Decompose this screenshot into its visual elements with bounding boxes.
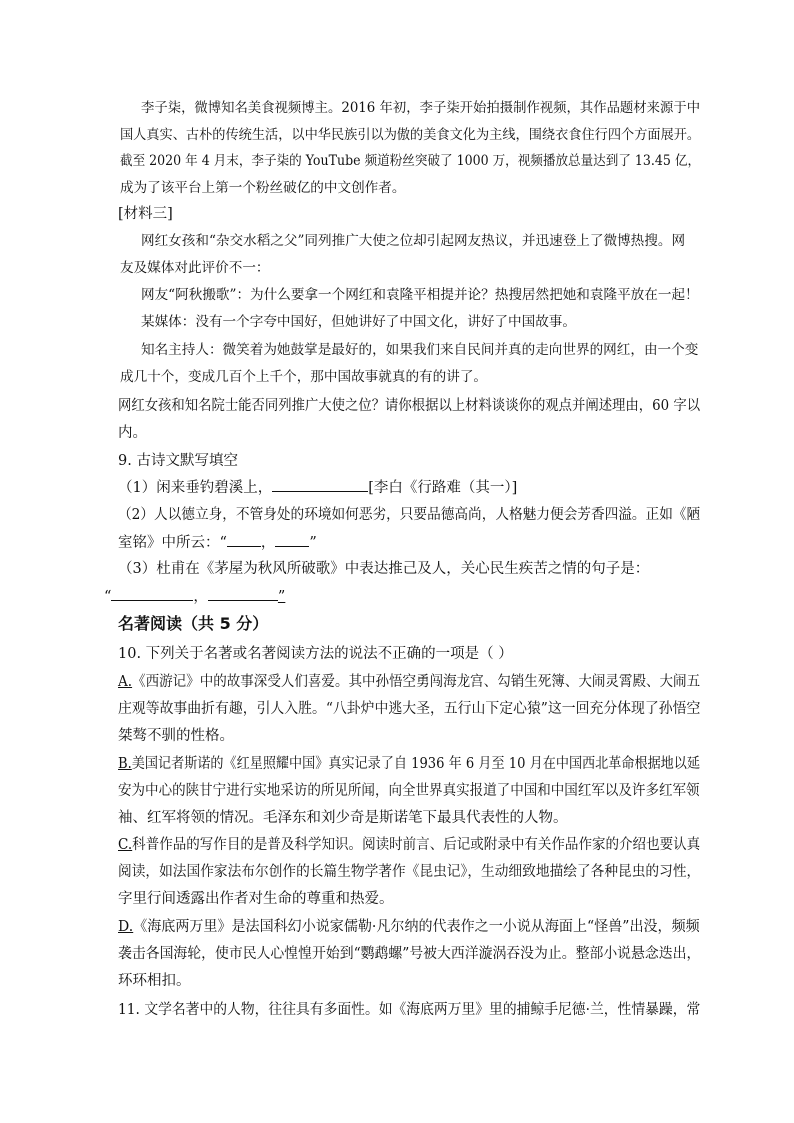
q9-item-3-open-quote: “ bbox=[104, 589, 112, 605]
q9-item-1-blank[interactable] bbox=[272, 477, 368, 492]
q9-item-3-blank-1[interactable] bbox=[111, 586, 193, 601]
q9-item-2-close-quote: ” bbox=[309, 535, 317, 551]
q11-line-1: 11. 文学名著中的人物，往往具有多面性。如《海底两万里》里的捕鲸手尼德·兰，性情暴躁，常 bbox=[118, 1002, 701, 1018]
q9-item-1-prefix: （1）闲来垂钓碧溪上， bbox=[118, 480, 273, 496]
material2-line-4: 成为了该平台上第一个粉丝破亿的中文创作者。 bbox=[120, 180, 406, 196]
q10-option-a-line-3: 桀骜不驯的性格。 bbox=[118, 728, 234, 744]
q9-item-3-close-quote: ” bbox=[277, 589, 286, 605]
q10-stem: 10. 下列关于名著或名著阅读方法的说法不正确的一项是（ ） bbox=[118, 646, 513, 662]
q10-option-a-text-1: 《西游记》中的故事深受人们喜爱。其中孙悟空勇闯海龙宫、勾销生死簿、大闹灵霄殿、大闹五 bbox=[132, 674, 701, 690]
material2-line-2: 国人真实、古朴的传统生活，以中华民族引以为傲的美食文化为主线，围绕衣食住行四个方面展开。 bbox=[120, 127, 701, 143]
q10-option-c-mark[interactable]: C. bbox=[118, 837, 133, 853]
q10-option-a-mark[interactable]: A. bbox=[118, 674, 133, 690]
q9-item-1 bbox=[118, 477, 517, 498]
material3-line-3: 网友“阿秋搬歌”：为什么要拿一个网红和袁隆平相提并论？热搜居然把她和袁隆平放在一起！ bbox=[141, 287, 699, 303]
q10-option-b-mark[interactable]: B. bbox=[118, 756, 132, 772]
material2-line-3: 截至 2020 年 4 月末，李子柒的 YouTube 频道粉丝突破了 1000 万，视频播放总量达到了 13.45 亿， bbox=[120, 153, 701, 169]
q10-option-c-line-2: 阅读，如法国作家法布尔创作的长篇生物学著作《昆虫记》，生动细致地描绘了各种昆虫的习性， bbox=[118, 864, 701, 880]
q9-item-2-line-2 bbox=[118, 532, 317, 553]
q10-option-c-line-1 bbox=[118, 835, 700, 855]
material3-line-5: 知名主持人：微笑着为她鼓掌是最好的，如果我们来自民间并真的走向世界的网红，由一个变 bbox=[141, 342, 699, 358]
q10-option-d-line-2: 袭击各国海轮，使市民人心惶惶开始到“鹦鹉螺”号被大西洋漩涡吞没为止。整部小说悬念迭出， bbox=[118, 946, 701, 962]
q10-option-b-line-2: 安为中心的陕甘宁进行实地采访的所见所闻，向全世界真实报道了中国和中国红军以及许多红军领 bbox=[118, 783, 700, 799]
q9-item-2-prefix: 室铭》中所云：“ bbox=[118, 535, 227, 551]
q10-option-c-text-1: 科普作品的写作目的是普及科学知识。阅读时前言、后记或附录中有关作品作家的介绍也要认真 bbox=[132, 837, 701, 853]
q9-item-3-line-2 bbox=[104, 586, 285, 607]
q10-option-b-line-3: 袖、红军将领的情况。毛泽东和刘少奇是斯诺笔下最具代表性的人物。 bbox=[118, 810, 568, 826]
q9-item-2-blank-2[interactable] bbox=[275, 532, 309, 547]
q9-item-2-blank-1[interactable] bbox=[227, 532, 261, 547]
q10-option-a-line-1 bbox=[118, 672, 700, 692]
q10-option-a-line-2: 庄观等故事曲折有趣，引人入胜。“八卦炉中逃大圣，五行山下定心猿”这一回充分体现了孙悟空 bbox=[118, 701, 701, 717]
material3-label: [材料三] bbox=[118, 206, 173, 222]
q9-title: 9. 古诗文默写填空 bbox=[118, 453, 238, 469]
q10-option-d-line-3: 环环相扣。 bbox=[118, 973, 191, 989]
q10-option-b-line-1 bbox=[118, 754, 700, 774]
q9-item-1-source: [李白《行路难（其一）] bbox=[368, 480, 518, 496]
question-line-1: 网红女孩和知名院士能否同列推广大使之位？请你根据以上材料谈谈你的观点并阐述理由，60 字以 bbox=[118, 398, 701, 414]
q9-item-3-line-1: （3）杜甫在《茅屋为秋风所破歌》中表达推己及人，关心民生疾苦之情的句子是： bbox=[118, 561, 650, 577]
q10-option-d-line-1 bbox=[118, 917, 700, 937]
q10-option-c-line-3: 字里行间透露出作者对生命的尊重和热爱。 bbox=[118, 891, 394, 907]
material3-line-2: 友及媒体对此评价不一： bbox=[120, 260, 270, 276]
material3-line-4: 某媒体：没有一个字夸中国好，但她讲好了中国文化，讲好了中国故事。 bbox=[141, 314, 576, 330]
q10-option-d-text-1: 《海底两万里》是法国科幻小说家儒勒·凡尔纳的代表作之一小说从海面上“怪兽”出没，频频 bbox=[133, 919, 700, 935]
material3-line-1: 网红女孩和“杂交水稻之父”同列推广大使之位却引起网友热议，并迅速登上了微博热搜。网 bbox=[141, 233, 686, 249]
question-line-2: 内。 bbox=[118, 425, 147, 441]
q10-option-b-text-1: 美国记者斯诺的《红星照耀中国》真实记录了自 1936 年 6 月至 10 月在中国西北革命根据地以延 bbox=[131, 756, 700, 772]
q9-item-2-line-1: （2）人以德立身，不管身处的环境如何恶劣，只要品德高尚，人格魅力便会芳香四溢。正如《陋 bbox=[118, 507, 701, 523]
q9-item-3-blank-2[interactable] bbox=[208, 586, 278, 601]
material3-line-6: 成几十个，变成几百个上千个，那中国故事就真的有的讲了。 bbox=[120, 369, 488, 385]
q10-option-d-mark[interactable]: D. bbox=[118, 919, 134, 935]
q9-item-3-separator: ， bbox=[193, 589, 208, 605]
material2-line-1: 李子柒，微博知名美食视频博主。2016 年初，李子柒开始拍摄制作视频，其作品题材来源于中 bbox=[141, 100, 701, 116]
q9-item-2-separator: ， bbox=[260, 535, 276, 551]
section-heading: 名著阅读（共 5 分） bbox=[118, 614, 269, 633]
